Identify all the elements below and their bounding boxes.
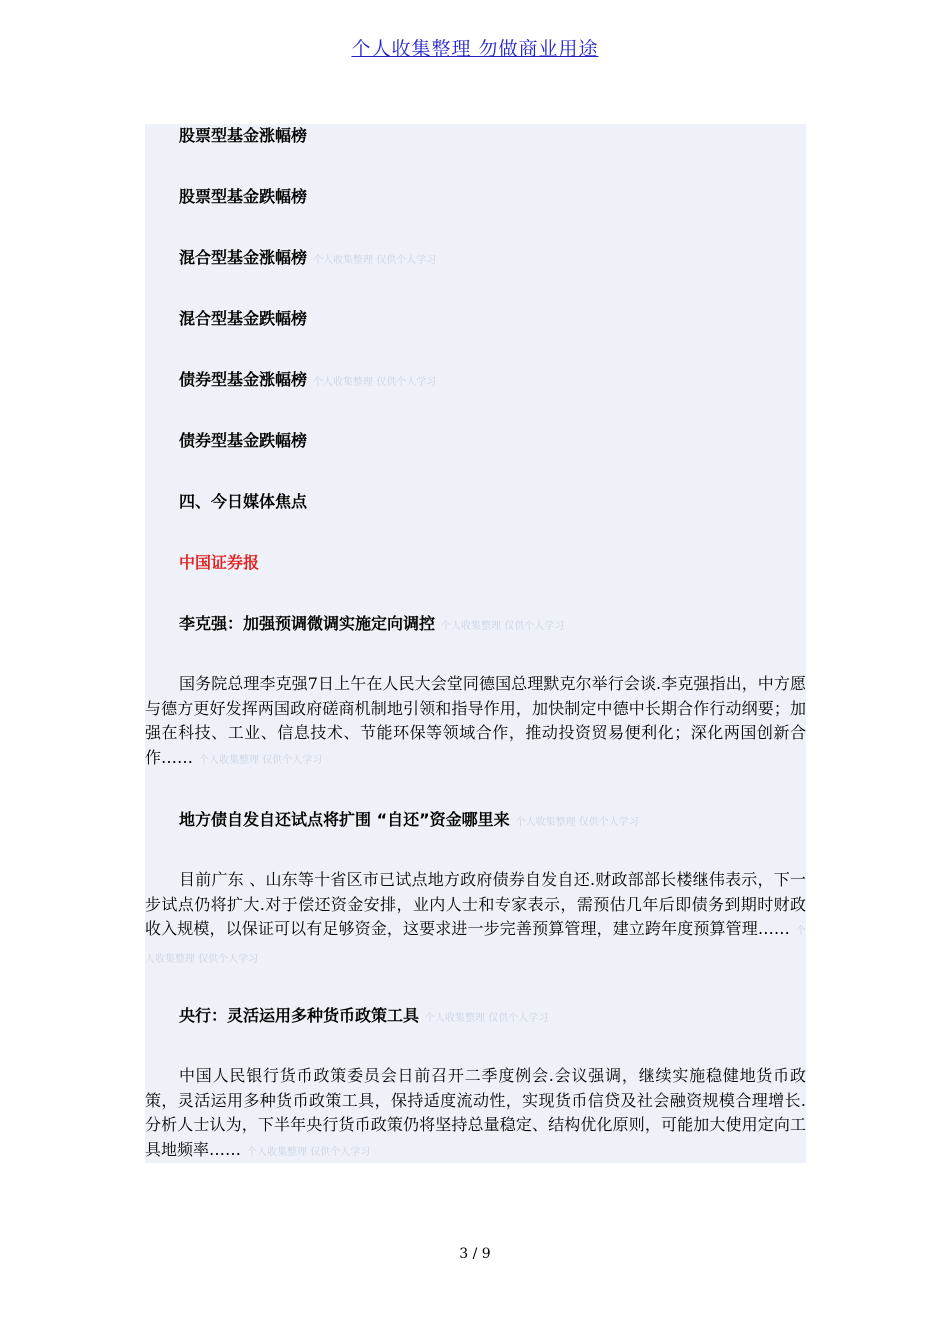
article-title: 央行：灵活运用多种货币政策工具 个人收集整理 仅供个人学习 <box>179 1006 549 1025</box>
watermark-text: 个人收集整理 仅供个人学习 <box>313 255 437 266</box>
heading-bond-losers: 债券型基金跌幅榜 <box>179 431 308 450</box>
article-body: 目前广东 、山东等十省区市已试点地方政府债券自发自还.财政部部长楼继伟表示，下一步试点仍将扩大.对于偿还资金安排，业内人士和专家表示，需预估几年后即债务到期时财政收入规模，以保证可以有足够资金，这要求进一步完善预算管理，建立跨年度预算管理…… 个人收集整理 仅供个人学习 <box>145 870 806 965</box>
article-title: 李克强：加强预调微调实施定向调控 个人收集整理 仅供个人学习 <box>179 614 565 633</box>
watermark-text: 个人收集整理 仅供个人学习 <box>247 1146 371 1158</box>
watermark-text: 个人收集整理 仅供个人学习 <box>425 1013 549 1024</box>
page-header: 个人收集整理 勿做商业用途 <box>351 38 599 60</box>
heading-stock-losers: 股票型基金跌幅榜 <box>179 187 308 206</box>
watermark-text: 个人收集整理 仅供个人学习 <box>145 926 806 965</box>
source-label: 中国证券报 <box>179 553 260 572</box>
article-title: 地方债自发自还试点将扩围 “自还”资金哪里来 个人收集整理 仅供个人学习 <box>179 810 639 829</box>
heading-mixed-gainers: 混合型基金涨幅榜 个人收集整理 仅供个人学习 <box>179 248 437 267</box>
watermark-text: 个人收集整理 仅供个人学习 <box>199 754 323 766</box>
article-body: 中国人民银行货币政策委员会日前召开二季度例会.会议强调，继续实施稳健地货币政策，灵活运用多种货币政策工具，保持适度流动性，实现货币信贷及社会融资规模合理增长.分析人士认为，下半年央行货币政策仍将坚持总量稳定、结构优化原则，可能加大使用定向工具地频率…… 个人收集整理 仅供个人学习 <box>145 1066 806 1159</box>
heading-mixed-losers: 混合型基金跌幅榜 <box>179 309 308 328</box>
article-body: 国务院总理李克强7日上午在人民大会堂同德国总理默克尔举行会谈.李克强指出，中方愿与德方更好发挥两国政府磋商机制地引领和指导作用，加快制定中德中长期合作行动纲要；加强在科技、工业、信息技术、节能环保等领域合作，推动投资贸易便利化；深化两国创新合作…… 个人收集整理 仅供个人学习 <box>145 674 806 767</box>
page-number: 3 / 9 <box>459 1246 491 1262</box>
heading-bond-gainers: 债券型基金涨幅榜 个人收集整理 仅供个人学习 <box>179 370 437 389</box>
section-heading-media-focus: 四、今日媒体焦点 <box>179 492 308 511</box>
watermark-text: 个人收集整理 仅供个人学习 <box>515 817 639 828</box>
heading-stock-gainers: 股票型基金涨幅榜 <box>179 126 308 145</box>
watermark-text: 个人收集整理 仅供个人学习 <box>441 621 565 632</box>
watermark-text: 个人收集整理 仅供个人学习 <box>313 377 437 388</box>
